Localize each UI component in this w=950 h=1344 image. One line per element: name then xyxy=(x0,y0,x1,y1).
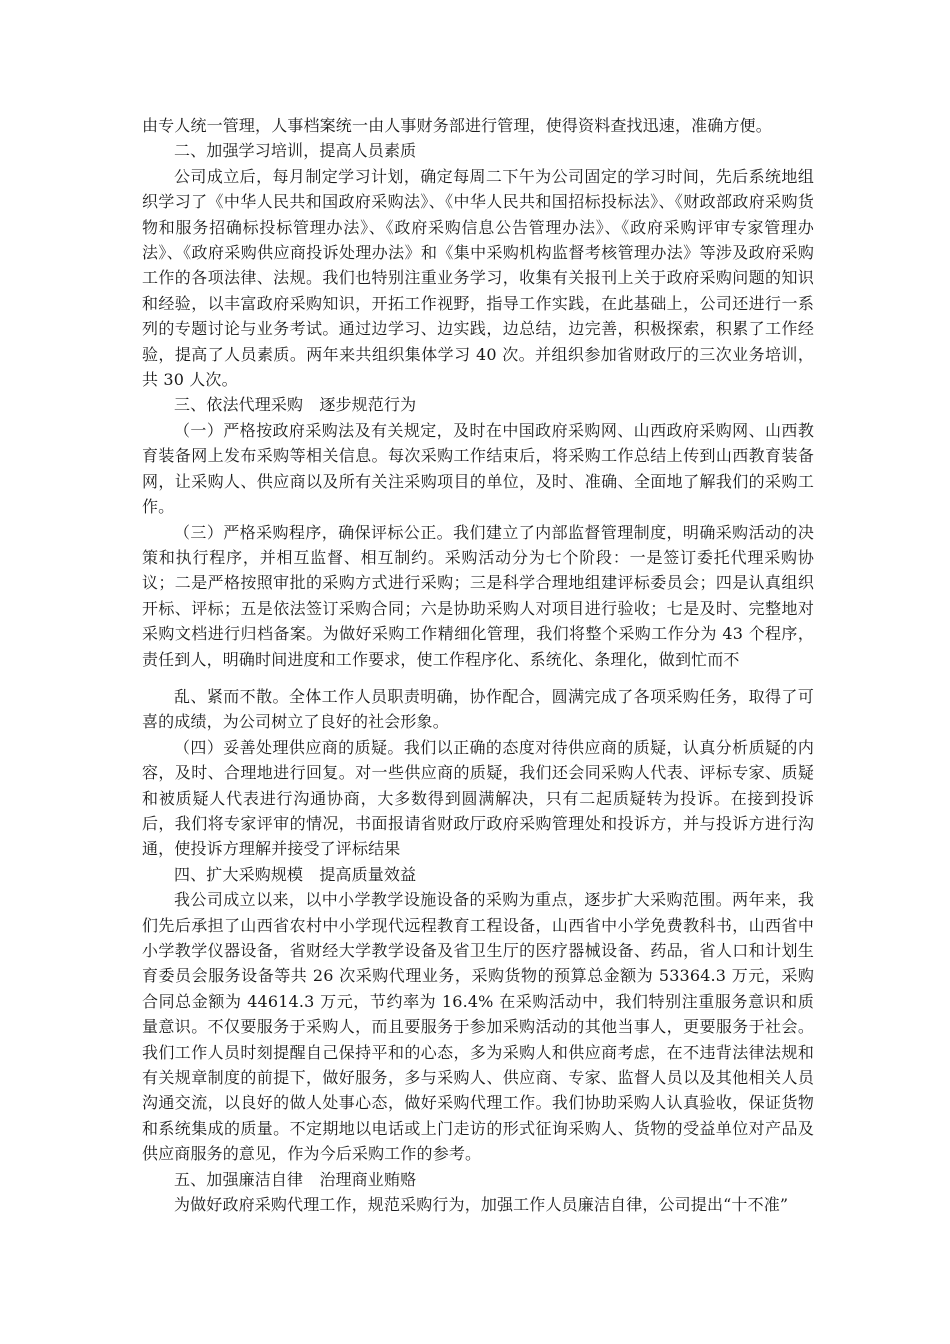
section-heading-3: 三、依法代理采购 逐步规范行为 xyxy=(174,395,417,415)
paragraph-item-3: （三）严格采购程序，确保评标公正。我们建立了内部监督管理制度，明确采购活动的决策和执行程序，并相互监督、相互制约。采购活动分为七个阶段：一是签订委托代理采购协议；二是严格按照审批的采购方式进行采购；三是科学合理地组建评标委员会；四是认真组织开标、评标；五是依法签订采购合同；六是协助采购人对项目进行验收；七是及时、完整地对采购文档进行归档备案。为做好采购工作精细化管理，我们将整个采购工作分为 43 个程序，责任到人，明确时间进度和工作要求，使工作程序化、系统化、条理化，做到忙而不 xyxy=(142,522,814,669)
paragraph-scale-quality: 我公司成立以来，以中小学教学设施设备的采购为重点，逐步扩大采购范围。两年来，我们先后承担了山西省农村中小学现代远程教育工程设备，山西省中小学免费教科书，山西省中小学教学仪器设备，省财经大学教学设备及省卫生厅的医疗器械设备、药品，省人口和计划生育委员会服务设备等共 26 次采购代理业务，采购货物的预算总金额为 53364.3 万元，采购合同总金额为 44614.3 万元，节约率为 16.4% 在采购活动中，我们特别注重服务意识和质量意识。不仅要服务于采购人，而且要服务于参加采购活动的其他当事人，更要服务于社会。我们工作人员时刻提醒自己保持平和的心态，多为采购人和供应商考虑，在不违背法律法规和有关规章制度的前提下，做好服务，多与采购人、供应商、专家、监督人员以及其他相关人员沟通交流，以良好的做人处事心态，做好采购代理工作。我们协助采购人认真验收，保证货物和系统集成的质量。不定期地以电话或上门走访的形式征询采购人、货物的受益单位对产品及供应商服务的意见，作为今后采购工作的参考。 xyxy=(142,890,814,1164)
paragraph-integrity: 为做好政府采购代理工作，规范采购行为，加强工作人员廉洁自律，公司提出“十不准” xyxy=(174,1195,789,1215)
paragraph-item-3-continued: 乱、紧而不散。全体工作人员职责明确，协作配合，圆满完成了各项采购任务，取得了可喜的成绩，为公司树立了良好的社会形象。 xyxy=(142,686,814,732)
section-heading-4: 四、扩大采购规模 提高质量效益 xyxy=(174,864,417,884)
document-page xyxy=(142,113,814,1217)
section-heading-5: 五、加强廉洁自律 治理商业贿赂 xyxy=(174,1169,417,1189)
paragraph-continuation: 由专人统一管理，人事档案统一由人事财务部进行管理，使得资料查找迅速，准确方便。 xyxy=(142,116,772,135)
section-heading-2: 二、加强学习培训，提高人员素质 xyxy=(174,141,417,161)
paragraph-study-training: 公司成立后，每月制定学习计划，确定每周二下午为公司固定的学习时间，先后系统地组织学习了《中华人民共和国政府采购法》、《中华人民共和国招标投标法》、《财政部政府采购货物和服务招确标投标管理办法》、《政府采购信息公告管理办法》、《政府采购评审专家管理办法》、《政府采购供应商投诉处理办法》和《集中采购机构监督考核管理办法》等涉及政府采购工作的各项法律、法规。我们也特别注重业务学习，收集有关报刊上关于政府采购问题的知识和经验，以丰富政府采购知识，开拓工作视野，指导工作实践，在此基础上，公司还进行一系列的专题讨论与业务考试。通过边学习、边实践，边总结，边完善，积极探索，积累了工作经验，提高了人员素质。两年来共组织集体学习 40 次。并组织参加省财政厅的三次业务培训，共 30 人次。 xyxy=(142,166,814,390)
paragraph-item-4: （四）妥善处理供应商的质疑。我们以正确的态度对待供应商的质疑，认真分析质疑的内容，及时、合理地进行回复。对一些供应商的质疑，我们还会同采购人代表、评标专家、质疑和被质疑人代表进行沟通协商，大多数得到圆满解决，只有二起质疑转为投诉。在接到投诉后，我们将专家评审的情况，书面报请省财政厅政府采购管理处和投诉方，并与投诉方进行沟通，使投诉方理解并接受了评标结果 xyxy=(142,737,814,859)
paragraph-item-1: （一）严格按政府采购法及有关规定，及时在中国政府采购网、山西政府采购网、山西教育装备网上发布采购等相关信息。每次采购工作结束后，将采购工作总结上传到山西教育装备网，让采购人、供应商以及所有关注采购项目的单位，及时、准确、全面地了解我们的采购工作。 xyxy=(142,420,814,517)
